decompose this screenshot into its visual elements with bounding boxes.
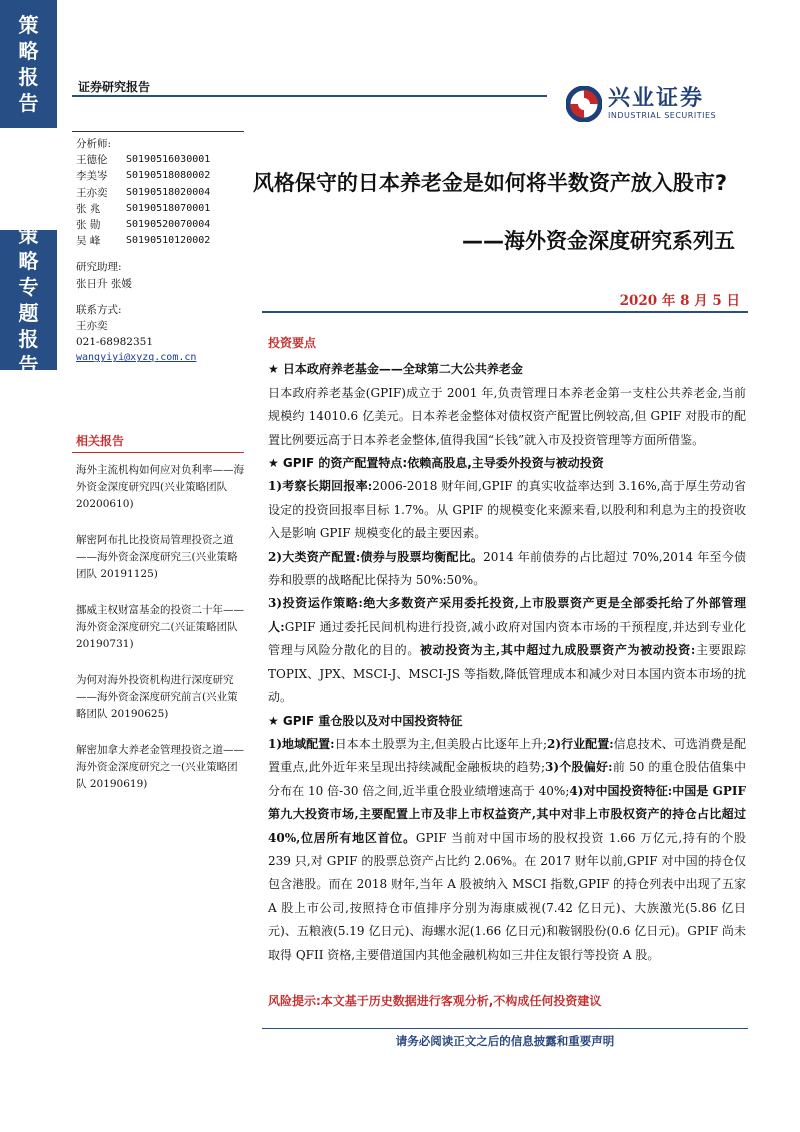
section-heading-1: ★ 日本政府养老基金——全球第二大公共养老金: [268, 362, 523, 377]
doc-type-label: 证券研究报告: [78, 80, 151, 94]
section-2-point-1: 1)考察长期回报率:2006-2018 财年间,GPIF 的真实收益率达到 3.16%,高于厚生劳动省设定的投资回报率目标 1.7%。从 GPIF 的规模变化来源来看,以股利和利息为主的投资收入是影响 GPIF 规模变化的最主要因素。: [268, 479, 746, 541]
analyst-row: 张 勋 S0190520070004: [76, 219, 211, 232]
related-report-item[interactable]: 为何对海外投资机构进行深度研究——海外资金深度研究前言(兴业策略团队 20190625): [76, 674, 238, 720]
sidebar-mid-label: 策 略 专 题 报 告: [18, 223, 39, 377]
logo-text: [608, 87, 716, 121]
related-reports-heading: 相关报告: [76, 434, 125, 448]
header-divider: [72, 95, 547, 97]
analyst-row: 李美岑 S0190518080002: [76, 170, 211, 183]
contact-phone: 021-68982351: [76, 336, 154, 349]
related-report-item[interactable]: 解密加拿大养老金管理投资之道——海外资金深度研究之一(兴业策略团队 20190619): [76, 744, 244, 790]
meta-divider: [72, 131, 244, 132]
logo-cn-text: 兴业证券: [608, 86, 705, 111]
analyst-panel: [76, 136, 246, 367]
date-divider: [262, 311, 748, 313]
assistants-label: 研究助理:: [76, 261, 122, 274]
report-title: 风格保守的日本养老金是如何将半数资产放入股市?: [252, 171, 728, 195]
section-2-point-2: 2)大类资产配置:债券与股票均衡配比。2014 年前债券的占比超过 70%,2014 年至今债券和股票的战略配比保持为 50%:50%。: [268, 549, 746, 588]
contact-email-link[interactable]: wangyiyi@xyzq.com.cn: [76, 352, 197, 364]
section-heading-2: ★ GPIF 的资产配置特点:依赖高股息,主导委外投资与被动投资: [268, 456, 604, 471]
analyst-row: 吴 峰 S0190510120002: [76, 235, 211, 248]
report-date: 2020 年 8 月 5 日: [619, 293, 740, 309]
section-2-point-3: 3)投资运作策略:绝大多数资产采用委托投资,上市股票资产更是全部委托给了外部管理人:GPIF 通过委托民间机构进行投资,减小政府对国内资本市场的干预程度,并达到专业化管理与风险分散化的目的。被动投资为主,其中超过九成股票资产为被动投资:主要跟踪 TOPIX、JPX、MSCI-J、MSCI-JS 等指数,降低管理成本和减少对日本国内资本市场的扰动。: [268, 596, 746, 705]
sidebar-mid-band: [0, 223, 57, 377]
analyst-row: 王德伦 S0190516030001: [76, 154, 211, 167]
contact-name: 王亦奕: [76, 320, 108, 333]
related-divider: [72, 452, 244, 453]
contact-label: 联系方式:: [76, 303, 122, 316]
sidebar-top-band: [0, 0, 57, 128]
analyst-row: 王亦奕 S0190518020004: [76, 186, 211, 199]
assistant-names: 张日升 张媛: [76, 277, 132, 290]
related-report-item[interactable]: 挪威主权财富基金的投资二十年——海外资金深度研究二(兴证策略团队 20190731): [76, 604, 244, 650]
logo-swirl-icon: [566, 86, 602, 122]
sidebar-top-label: 策 略 报 告: [18, 13, 39, 115]
logo-en-text: INDUSTRIAL SECURITIES: [608, 111, 717, 120]
related-reports-list: [76, 462, 246, 812]
related-report-item[interactable]: 海外主流机构如何应对负利率——海外资金深度研究四(兴业策略团队 20200610): [76, 464, 244, 510]
footer-divider: [262, 1028, 748, 1029]
section-heading-3: ★ GPIF 重仓股以及对中国投资特征: [268, 713, 463, 728]
report-subtitle: ——海外资金深度研究系列五: [462, 229, 735, 253]
summary-heading: 投资要点: [268, 336, 317, 350]
disclosure-footer: 请务必阅读正文之后的信息披露和重要声明: [395, 1034, 615, 1048]
related-report-item[interactable]: 解密阿布扎比投资局管理投资之道——海外资金深度研究三(兴业策略团队 20191125): [76, 534, 238, 580]
section-3-paragraph: 1)地域配置:日本本土股票为主,但美股占比逐年上升;2)行业配置:信息技术、可选消费是配置重点,此外近年来呈现出持续减配金融板块的趋势;3)个股偏好:前 50 的重仓股估值集中分布在 10 倍-30 倍之间,近半重仓股业绩增速高于 40%;4)对中国投资特征:中国是 GPIF 第九大投资市场,主要配置上市及非上市权益资产,其中对非上市股权资产的持仓占比超过 40%,位居所有地区首位。GPIF 当前对中国市场的股权投资 1.66 万亿元,持有的个股 239 只,对 GPIF 的股票总资产占比约 2.06%。在 2017 财年以前,GPIF 对中国的持仓仅包含港股。而在 2018 财年,当年 A 股被纳入 MSCI 指数,GPIF 的持仓列表中出现了五家 A 股上市公司,按照持仓市值排序分别为海康威视(7.42 亿日元)、大族激光(5.86 亿日元)、五粮液(5.19 亿日元)、海螺水泥(1.66 亿日元)和鞍钢股份(0.6 亿日元)。GPIF 尚未取得 QFII 资格,主要借道国内其他金融机构如三井住友银行等投资 A 股。: [268, 736, 746, 962]
section-1-paragraph: 日本政府养老基金(GPIF)成立于 2001 年,负责管理日本养老金第一支柱公共养老金,当前规模约 14010.6 亿美元。日本养老金整体对债权资产配置比例较高,但 GPIF 对股市的配置比例要远高于日本养老金整体,值得我国“长钱”就入市及投资管理等方面所借鉴。: [268, 385, 746, 447]
analysts-label: 分析师:: [76, 138, 112, 150]
investment-summary: [268, 332, 746, 967]
company-logo: [566, 84, 736, 124]
analyst-row: 张 兆 S0190518070001: [76, 202, 211, 215]
risk-warning: 风险提示:本文基于历史数据进行客观分析,不构成任何投资建议: [268, 994, 602, 1008]
